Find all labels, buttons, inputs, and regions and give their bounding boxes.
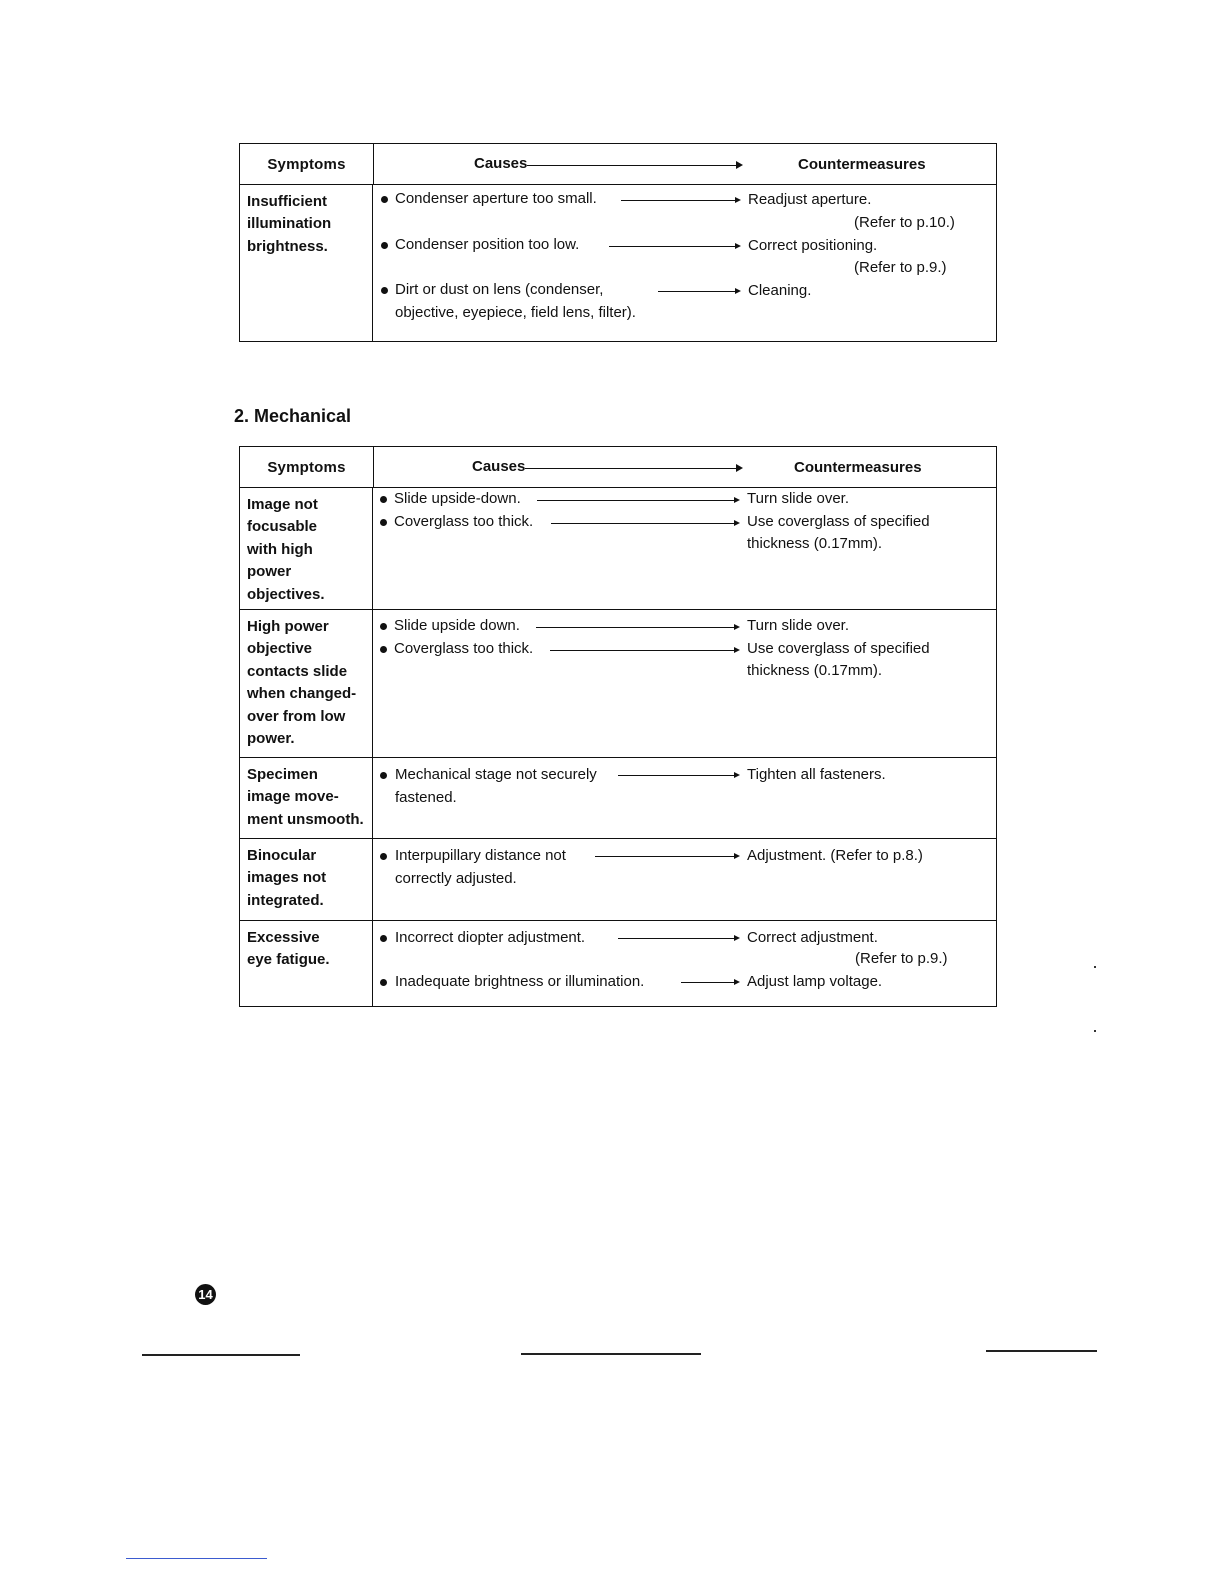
arrow-connector	[658, 291, 739, 292]
cause-text: Condenser aperture too small.	[395, 190, 597, 207]
arrow-connector	[609, 246, 739, 247]
bullet-icon	[381, 242, 388, 249]
footer-rule	[126, 1558, 267, 1559]
causes-header: Causes	[474, 155, 528, 172]
measure-text: Use coverglass of specified	[747, 513, 930, 530]
cause-text: Interpupillary distance not	[395, 847, 566, 864]
header-arrow-line	[525, 468, 737, 469]
bullet-icon	[380, 772, 387, 779]
cause-cell	[373, 758, 996, 838]
measure-text: Correct adjustment.	[747, 929, 878, 946]
countermeasures-header: Countermeasures	[798, 156, 926, 173]
footer-rule	[521, 1353, 701, 1355]
cause-continuation: objective, eyepiece, field lens, filter).	[395, 304, 636, 321]
measure-text: Use coverglass of specified	[747, 640, 930, 657]
cause-text: Inadequate brightness or illumination.	[395, 973, 645, 990]
cause-text: Coverglass too thick.	[394, 513, 534, 530]
cause-cell	[373, 921, 996, 1006]
bullet-icon	[380, 623, 387, 630]
cause-cell	[373, 610, 996, 757]
table-row	[240, 610, 996, 758]
causes-header: Causes	[472, 458, 526, 475]
measure-text: Correct positioning.	[748, 237, 878, 254]
reference-text: (Refer to p.10.)	[854, 214, 955, 231]
table-row	[240, 488, 996, 610]
arrow-connector	[536, 627, 738, 628]
cause-cell	[373, 488, 996, 609]
header-arrow-line	[527, 165, 739, 166]
optical-troubleshooting-table	[239, 143, 997, 342]
arrow-connector	[537, 500, 738, 501]
symptom-cell: Insufficient illumination brightness.	[240, 185, 373, 341]
measure-text: Turn slide over.	[747, 617, 849, 634]
footer-rule	[142, 1354, 300, 1356]
measure-text: Adjust lamp voltage.	[747, 973, 883, 990]
symptom-cell: Image not focusable with high power objectives.	[240, 488, 373, 609]
reference-text: (Refer to p.9.)	[855, 950, 948, 967]
bullet-icon	[380, 519, 387, 526]
speck	[1094, 1030, 1096, 1032]
symptoms-header: Symptoms	[240, 144, 374, 184]
table-header	[240, 447, 996, 488]
measure-text: Turn slide over.	[747, 490, 849, 507]
table-row	[240, 185, 996, 341]
cause-text: Dirt or dust on lens (condenser,	[395, 281, 604, 298]
cause-text: Condenser position too low.	[395, 236, 580, 253]
cause-text: Slide upside down.	[394, 617, 520, 634]
cause-cell	[373, 839, 996, 920]
table-row	[240, 758, 996, 839]
footer-rule	[986, 1350, 1097, 1352]
section-title: 2. Mechanical	[234, 406, 352, 426]
cause-text: Slide upside-down.	[394, 490, 521, 507]
cause-cell	[373, 185, 996, 341]
symptom-cell: Excessive eye fatigue.	[240, 921, 373, 1006]
measure-text: thickness (0.17mm).	[747, 662, 883, 679]
cause-continuation: fastened.	[395, 789, 457, 806]
bullet-icon	[381, 287, 388, 294]
measure-text: Readjust aperture.	[748, 191, 872, 208]
arrow-connector	[550, 650, 738, 651]
symptom-cell: Specimen image move- ment unsmooth.	[240, 758, 373, 838]
cause-continuation: correctly adjusted.	[395, 870, 517, 887]
symptom-cell: High power objective contacts slide when changed- over from low power.	[240, 610, 373, 757]
arrow-connector	[595, 856, 738, 857]
arrow-head-icon	[736, 464, 743, 472]
arrow-connector	[551, 523, 738, 524]
bullet-icon	[380, 496, 387, 503]
measure-text: Cleaning.	[748, 282, 812, 299]
measure-text: thickness (0.17mm).	[747, 535, 883, 552]
measure-text: Adjustment. (Refer to p.8.)	[747, 847, 923, 864]
bullet-icon	[380, 935, 387, 942]
cause-text: Incorrect diopter adjustment.	[395, 929, 586, 946]
arrow-connector	[618, 775, 738, 776]
arrow-connector	[681, 982, 738, 983]
bullet-icon	[380, 646, 387, 653]
table-row	[240, 839, 996, 921]
arrow-connector	[618, 938, 738, 939]
table-header	[240, 144, 996, 185]
arrow-connector	[621, 200, 739, 201]
bullet-icon	[380, 979, 387, 986]
page-number: 14	[195, 1284, 216, 1305]
speck	[1094, 966, 1096, 968]
countermeasures-header: Countermeasures	[794, 459, 922, 476]
table-row	[240, 921, 996, 1006]
reference-text: (Refer to p.9.)	[854, 259, 947, 276]
cause-text: Coverglass too thick.	[394, 640, 534, 657]
bullet-icon	[381, 196, 388, 203]
symptoms-header: Symptoms	[240, 447, 374, 487]
measure-text: Tighten all fasteners.	[747, 766, 886, 783]
bullet-icon	[380, 853, 387, 860]
arrow-head-icon	[736, 161, 743, 169]
cause-text: Mechanical stage not securely	[395, 766, 597, 783]
symptom-cell: Binocular images not integrated.	[240, 839, 373, 920]
mechanical-troubleshooting-table	[239, 446, 997, 1007]
